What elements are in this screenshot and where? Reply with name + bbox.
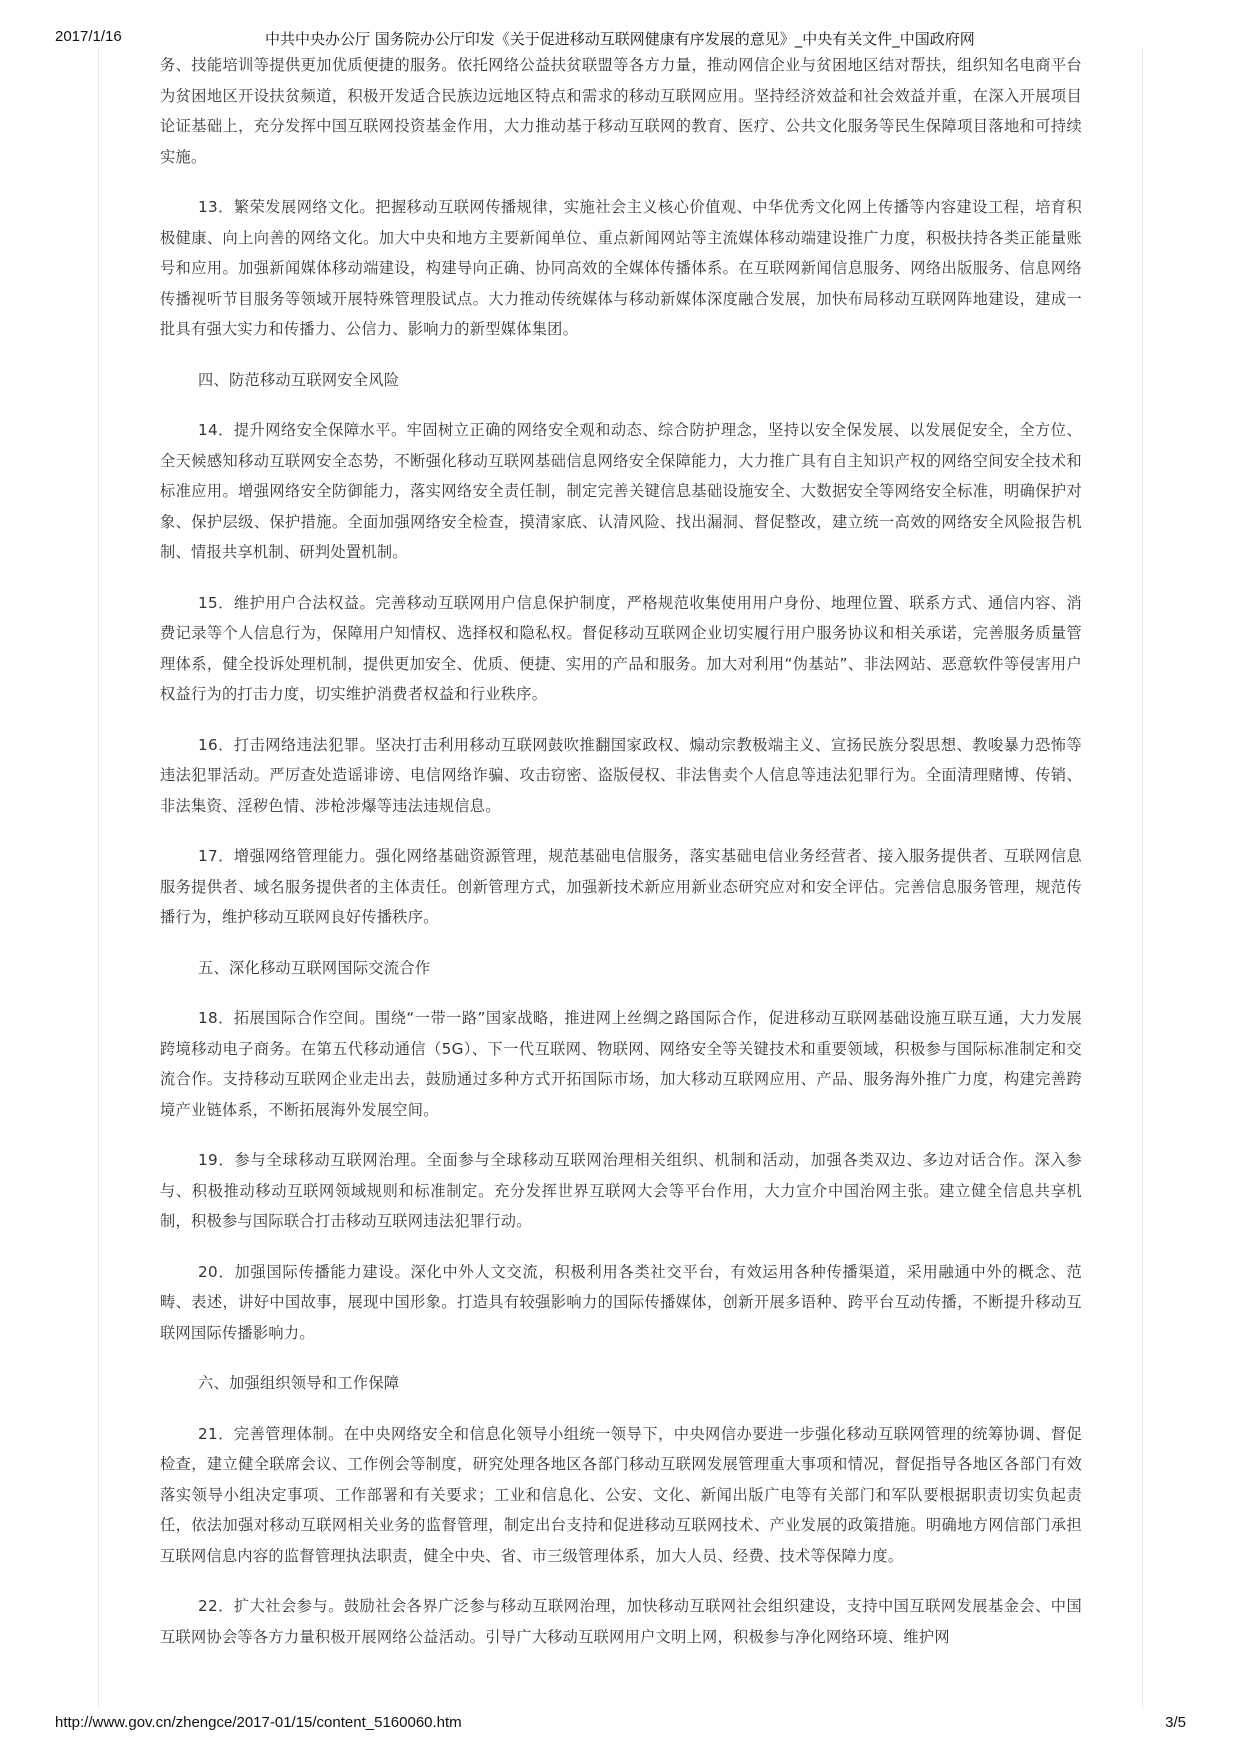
paragraph-22: 22．扩大社会参与。鼓励社会各界广泛参与移动互联网治理，加快移动互联网社会组织建设，支持中国互联网发展基金会、中国互联网协会等各方力量积极开展网络公益活动。引导广大移动互联网用户文明上网，积极参与净化网络环境、维护网 bbox=[160, 1597, 1082, 1646]
article-body bbox=[160, 50, 1082, 1672]
paragraph-continued: 务、技能培训等提供更加优质便捷的服务。依托网络公益扶贫联盟等各方力量，推动网信企业与贫困地区结对帮扶，组织知名电商平台为贫困地区开设扶贫频道，积极开发适合民族边远地区特点和需求的移动互联网应用。坚持经济效益和社会效益并重，在深入开展项目论证基础上，充分发挥中国互联网投资基金作用，大力推动基于移动互联网的教育、医疗、公共文化服务等民生保障项目落地和可持续实施。 bbox=[160, 56, 1082, 166]
paragraph-16: 16．打击网络违法犯罪。坚决打击利用移动互联网鼓吹推翻国家政权、煽动宗教极端主义、宣扬民族分裂思想、教唆暴力恐怖等违法犯罪活动。严厉查处造谣诽谤、电信网络诈骗、攻击窃密、盗版侵权、非法售卖个人信息等违法犯罪行为。全面清理赌博、传销、非法集资、淫秽色情、涉枪涉爆等违法违规信息。 bbox=[160, 735, 1082, 815]
paragraph-21: 21．完善管理体制。在中央网络安全和信息化领导小组统一领导下，中央网信办要进一步强化移动互联网管理的统筹协调、督促检查，建立健全联席会议、工作例会等制度，研究处理各地区各部门移动互联网发展管理重大事项和情况，督促指导各地区各部门有效落实领导小组决定事项、工作部署和有关要求；工业和信息化、公安、文化、新闻出版广电等有关部门和军队要根据职责切实负起责任，依法加强对移动互联网相关业务的监督管理，制定出台支持和促进移动互联网技术、产业发展的政策措施。明确地方网信部门承担互联网信息内容的监督管理执法职责，健全中央、省、市三级管理体系，加大人员、经费、技术等保障力度。 bbox=[160, 1424, 1082, 1565]
paragraph-20: 20．加强国际传播能力建设。深化中外人文交流，积极利用各类社交平台，有效运用各种传播渠道，采用融通中外的概念、范畴、表述，讲好中国故事，展现中国形象。打造具有较强影响力的国际传播媒体，创新开展多语种、跨平台互动传播，不断提升移动互联网国际传播影响力。 bbox=[160, 1262, 1082, 1342]
section-heading-4: 四、防范移动互联网安全风险 bbox=[198, 370, 400, 389]
print-page-title: 中共中央办公厅 国务院办公厅印发《关于促进移动互联网健康有序发展的意见》_中央有关文件_中国政府网 bbox=[265, 30, 975, 48]
section-heading-5: 五、深化移动互联网国际交流合作 bbox=[198, 958, 431, 977]
section-heading-6: 六、加强组织领导和工作保障 bbox=[198, 1374, 400, 1392]
source-url: http://www.gov.cn/zhengce/2017-01/15/content_5160060.htm bbox=[55, 1714, 462, 1731]
paragraph-13: 13．繁荣发展网络文化。把握移动互联网传播规律，实施社会主义核心价值观、中华优秀文化网上传播等内容建设工程，培育积极健康、向上向善的网络文化。加大中央和地方主要新闻单位、重点新闻网站等主流媒体移动端建设推广力度，积极扶持各类正能量账号和应用。加强新闻媒体移动端建设，构建导向正确、协同高效的全媒体传播体系。在互联网新闻信息服务、网络出版服务、信息网络传播视听节目服务等领域开展特殊管理股试点。大力推动传统媒体与移动新媒体深度融合发展，加快布局移动互联网阵地建设，建成一批具有强大实力和传播力、公信力、影响力的新型媒体集团。 bbox=[160, 198, 1082, 338]
page-number: 3/5 bbox=[1165, 1714, 1186, 1731]
paragraph-14: 14．提升网络安全保障水平。牢固树立正确的网络安全观和动态、综合防护理念，坚持以安全保发展、以发展促安全，全方位、全天候感知移动互联网安全态势，不断强化移动互联网基础信息网络安全保障能力，大力推广具有自主知识产权的网络空间安全技术和标准应用。增强网络安全防御能力，落实网络安全责任制，制定完善关键信息基础设施安全、大数据安全等网络安全标准，明确保护对象、保护层级、保护措施。全面加强网络安全检查，摸清家底、认清风险、找出漏洞、督促整改，建立统一高效的网络安全风险报告机制、情报共享机制、研判处置机制。 bbox=[160, 421, 1082, 561]
paragraph-17: 17．增强网络管理能力。强化网络基础资源管理，规范基础电信服务，落实基础电信业务经营者、接入服务提供者、互联网信息服务提供者、域名服务提供者的主体责任。创新管理方式，加强新技术新应用新业态研究应对和安全评估。完善信息服务管理，规范传播行为，维护移动互联网良好传播秩序。 bbox=[160, 847, 1082, 926]
paragraph-19: 19．参与全球移动互联网治理。全面参与全球移动互联网治理相关组织、机制和活动，加强各类双边、多边对话合作。深入参与、积极推动移动互联网领域规则和标准制定。充分发挥世界互联网大会等平台作用，大力宣介中国治网主张。建立健全信息共享机制，积极参与国际联合打击移动互联网违法犯罪行动。 bbox=[160, 1151, 1082, 1230]
print-date: 2017/1/16 bbox=[55, 28, 122, 45]
paragraph-18: 18．拓展国际合作空间。围绕“一带一路”国家战略，推进网上丝绸之路国际合作，促进移动互联网基础设施互联互通，大力发展跨境移动电子商务。在第五代移动通信（5G）、下一代互联网、物联网、网络安全等关键技术和重要领域，积极参与国际标准制定和交流合作。支持移动互联网企业走出去，鼓励通过多种方式开拓国际市场，加大移动互联网应用、产品、服务海外推广力度，构建完善跨境产业链体系，不断拓展海外发展空间。 bbox=[160, 1009, 1082, 1119]
print-footer bbox=[55, 1714, 1186, 1734]
paragraph-15: 15．维护用户合法权益。完善移动互联网用户信息保护制度，严格规范收集使用用户身份、地理位置、联系方式、通信内容、消费记录等个人信息行为，保障用户知情权、选择权和隐私权。督促移动互联网企业切实履行用户服务协议和相关承诺，完善服务质量管理体系，健全投诉处理机制，提供更加安全、优质、便捷、实用的产品和服务。加大对利用“伪基站”、非法网站、恶意软件等侵害用户权益行为的打击力度，切实维护消费者权益和行业秩序。 bbox=[160, 593, 1082, 703]
print-header bbox=[55, 28, 1186, 48]
